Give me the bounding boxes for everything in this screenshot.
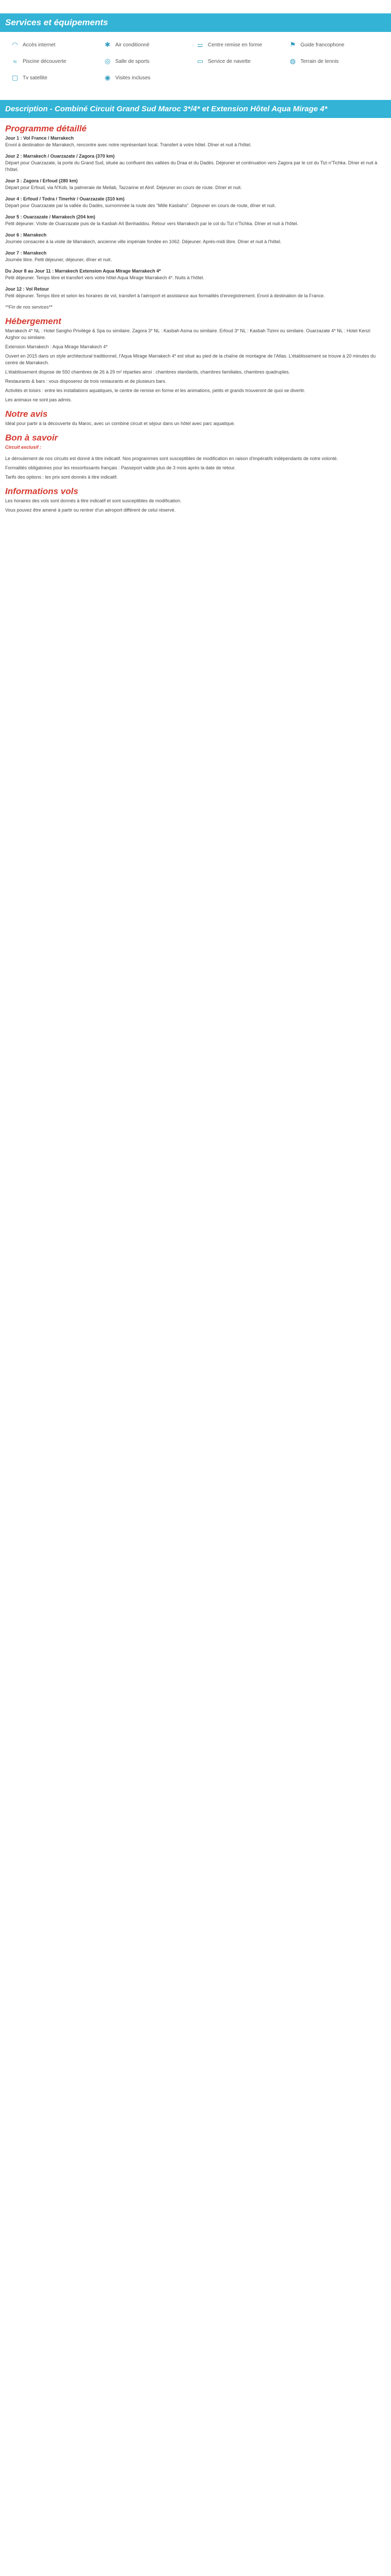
hebergement-title: Hébergement bbox=[5, 316, 61, 326]
day-block bbox=[5, 232, 386, 245]
day-block bbox=[5, 250, 386, 263]
service-label: Salle de sports bbox=[115, 58, 150, 64]
day-title: Jour 6 : Marrakech bbox=[5, 232, 47, 238]
service-item bbox=[196, 40, 288, 49]
service-label: Terrain de tennis bbox=[300, 58, 339, 64]
notre-avis-text: Idéal pour partir à la découverte du Maroc, avec un combiné circuit et séjour dans un hôtel avec parc aquatique. bbox=[5, 421, 235, 426]
day-block bbox=[5, 178, 386, 191]
paragraph: Formalités obligatoires pour les ressortissants français : Passeport valide plus de 3 mois après la date de retour. bbox=[5, 465, 236, 470]
paragraph: Les animaux ne sont pas admis. bbox=[5, 397, 72, 402]
day-text: Départ pour Ouarzazate, la porte du Grand Sud, située au confluent des vallées du Draa et du Dadès. Déjeuner et continuation vers Zagora par le col du Tizi n'Tichka. Dîner et nuit à l'hôtel. bbox=[5, 160, 378, 172]
tv-icon: ▢ bbox=[11, 74, 19, 81]
day-text: Journée libre. Petit déjeuner, déjeuner, dîner et nuit. bbox=[5, 257, 112, 262]
service-label: Piscine découverte bbox=[23, 58, 67, 64]
service-item bbox=[288, 57, 381, 66]
service-item bbox=[10, 73, 103, 82]
day-text: Journée consacrée à la visite de Marrakech, ancienne ville impériale fondée en 1062. Déjeuner. Après-midi libre. Dîner et nuit à l'hôtel. bbox=[5, 239, 282, 244]
paragraph: Marrakech 4* NL : Hotel Sangho Privilège & Spa ou similaire. Zagora 3* NL : Kasbah Asma ou similaire. Erfoud 3* NL : Kasbah Tizimi ou similaire. Ouarzazate 4* NL : Hotel Kenzi Azghor ou similaire. bbox=[5, 328, 370, 340]
paragraph: Tarifs des options : les prix sont donnés à titre indicatif. bbox=[5, 474, 118, 480]
day-title: Jour 1 : Vol France / Marrakech bbox=[5, 135, 74, 141]
paragraph: Ouvert en 2015 dans un style architectural traditionnel, l'Aqua Mirage Marrakech 4* est situé au pied de la chaîne de montagne de l'Atlas. L'établissement se trouve à 20 minutes du centre de Marrakech. bbox=[5, 353, 376, 365]
informations-text bbox=[5, 498, 386, 514]
day-text: Départ pour Erfoud, via N'Kob, la palmeraie de Mellab, Tazzarine et Alnif. Déjeuner en cours de route. Dîner et nuit. bbox=[5, 185, 242, 190]
day-block bbox=[5, 268, 386, 281]
services-title: Services et équipements bbox=[0, 13, 391, 32]
service-label: Accès internet bbox=[23, 42, 56, 48]
service-label: Service de navette bbox=[208, 58, 251, 64]
paragraph: Extension Marrakech : Aqua Mirage Marrakech 4* bbox=[5, 344, 108, 349]
day-title: Jour 2 : Marrakech / Ouarzazate / Zagora (370 km) bbox=[5, 154, 115, 159]
sports-icon: ◎ bbox=[104, 57, 111, 65]
day-title: Jour 4 : Erfoud / Todra / Tinerhir / Ouarzazate (310 km) bbox=[5, 196, 125, 201]
service-label: Guide francophone bbox=[300, 42, 345, 48]
pool-icon: ≈ bbox=[13, 57, 17, 65]
service-label: Air conditionné bbox=[115, 42, 150, 48]
bon-a-savoir-title: Bon à savoir bbox=[5, 433, 58, 443]
day-block bbox=[5, 153, 386, 173]
programme-title: Programme détaillé bbox=[5, 124, 87, 133]
day-text: Petit déjeuner. Visite de Ouarzazate puis de la Kasbah Aït Benhaddou. Retour vers Marrakech par le col du Tizi n'Tichka. Dîner et nuit à l'hôtel. bbox=[5, 221, 299, 226]
paragraph: Le déroulement de nos circuits est donné à titre indicatif. Nos programmes sont susceptibles de modification en raison d'impératifs indépendants de notre volonté. bbox=[5, 456, 338, 461]
service-item bbox=[103, 40, 196, 49]
service-label: Centre remise en forme bbox=[208, 42, 263, 48]
paragraph: L'établissement dispose de 550 chambres de 26 à 29 m² réparties ainsi : chambres standards, chambres familiales, chambres quadruples. bbox=[5, 369, 290, 375]
paragraph: Activités et loisirs : entre les installations aquatiques, le centre de remise en forme et les animations, petits et grands trouveront de quoi se divertir. bbox=[5, 388, 305, 393]
service-item bbox=[288, 40, 381, 49]
paragraph: Restaurants & bars : vous disposerez de trois restaurants et de plusieurs bars. bbox=[5, 379, 167, 384]
service-item bbox=[196, 57, 288, 66]
service-item bbox=[103, 73, 196, 82]
service-item bbox=[10, 40, 103, 49]
services-list bbox=[0, 32, 391, 87]
description-title: Description - Combiné Circuit Grand Sud Maroc 3*/4* et Extension Hôtel Aqua Mirage 4* bbox=[0, 100, 391, 118]
day-text: Petit déjeuner. Temps libre et transfert vers votre hôtel Aqua Mirage Marrakech 4*. Nuits à l'hôtel. bbox=[5, 275, 204, 280]
day-block bbox=[5, 286, 386, 299]
service-item bbox=[103, 57, 196, 66]
paragraph: Les horaires des vols sont donnés à titre indicatif et sont susceptibles de modification. bbox=[5, 498, 182, 503]
day-block bbox=[5, 135, 386, 148]
programme-end-note: **Fin de nos services** bbox=[5, 304, 53, 310]
bon-a-savoir-text bbox=[5, 455, 386, 481]
day-text: Petit déjeuner. Temps libre et selon les horaires de vol, transfert à l'aéroport et assistance aux formalités d'enregistrement. Envol à destination de la France. bbox=[5, 293, 325, 298]
programme-days bbox=[5, 135, 386, 299]
flag-icon: ⚑ bbox=[289, 41, 296, 48]
day-text: Envol à destination de Marrakech, rencontre avec notre représentant local. Transfert à votre hôtel. Dîner et nuit à l'hôtel. bbox=[5, 142, 252, 147]
tennis-icon: ◍ bbox=[289, 57, 296, 65]
camera-icon: ◉ bbox=[104, 74, 111, 81]
day-title: Jour 12 : Vol Retour bbox=[5, 286, 49, 292]
wifi-icon: ◠ bbox=[12, 41, 18, 48]
service-item bbox=[10, 57, 103, 66]
day-title: Du Jour 8 au Jour 11 : Marrakech Extension Aqua Mirage Marrakech 4* bbox=[5, 268, 161, 274]
service-label: Tv satellite bbox=[23, 75, 47, 81]
hebergement-text bbox=[5, 328, 386, 403]
day-block bbox=[5, 196, 386, 209]
bon-a-savoir-subtitle: Circuit exclusif : bbox=[5, 445, 42, 450]
paragraph: Vous pouvez être amené à partir ou rentrer d'un aéroport différent de celui réservé. bbox=[5, 507, 176, 513]
service-label: Visites incluses bbox=[115, 75, 151, 81]
day-block bbox=[5, 214, 386, 227]
notre-avis-title: Notre avis bbox=[5, 409, 48, 419]
dumbbell-icon: ⚍ bbox=[197, 41, 203, 48]
day-title: Jour 7 : Marrakech bbox=[5, 250, 47, 256]
day-title: Jour 5 : Ouarzazate / Marrakech (204 km) bbox=[5, 214, 95, 219]
shuttle-icon: ▭ bbox=[197, 57, 204, 65]
snowflake-icon: ✱ bbox=[105, 41, 110, 48]
informations-title: Informations vols bbox=[5, 486, 78, 496]
day-title: Jour 3 : Zagora / Erfoud (280 km) bbox=[5, 178, 78, 183]
day-text: Départ pour Ouarzazate par la vallée du Dadès, surnommée la route des "Mille Kasbahs". Déjeuner en cours de route, dîner et nuit. bbox=[5, 203, 276, 208]
